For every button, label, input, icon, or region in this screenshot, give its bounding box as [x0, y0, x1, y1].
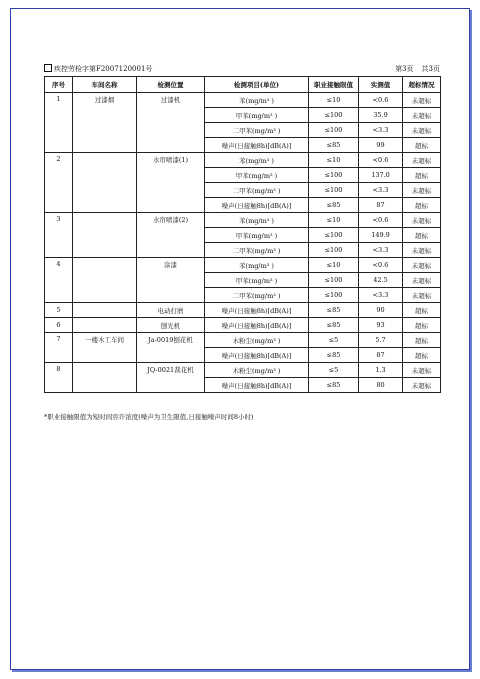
- workshop-name: [73, 318, 137, 333]
- exposure-limit: ≤85: [309, 303, 359, 318]
- test-item: 噪声(日接触8h)[dB(A)]: [205, 198, 309, 213]
- page-indicator: [387, 62, 440, 76]
- test-item: 噪声(日接触8h)[dB(A)]: [205, 303, 309, 318]
- row-number: 4: [45, 258, 73, 303]
- column-header: 检测位置: [137, 77, 205, 93]
- checkbox-icon: [44, 64, 52, 72]
- exposure-limit: ≤100: [309, 273, 359, 288]
- exceed-status: 超标: [403, 348, 441, 363]
- table-header-row: [45, 77, 441, 93]
- workshop-name: [73, 213, 137, 258]
- exposure-limit: ≤10: [309, 93, 359, 108]
- exposure-limit: ≤100: [309, 243, 359, 258]
- exposure-limit: ≤10: [309, 153, 359, 168]
- test-item: 噪声(日接触8h)[dB(A)]: [205, 348, 309, 363]
- exposure-limit: ≤100: [309, 288, 359, 303]
- measured-value: 80: [359, 378, 403, 393]
- exceed-status: 未超标: [403, 123, 441, 138]
- exceed-status: 未超标: [403, 108, 441, 123]
- measured-value: 87: [359, 198, 403, 213]
- exposure-limit: ≤5: [309, 333, 359, 348]
- exceed-status: 未超标: [403, 243, 441, 258]
- exposure-limit: ≤85: [309, 198, 359, 213]
- exceed-status: 超标: [403, 228, 441, 243]
- row-number: 1: [45, 93, 73, 153]
- measured-value: 87: [359, 348, 403, 363]
- test-location: JQ-0021裁花机: [137, 363, 205, 393]
- workshop-name: [73, 153, 137, 213]
- exposure-limit: ≤5: [309, 363, 359, 378]
- column-header: 实测值: [359, 77, 403, 93]
- column-header: 序号: [45, 77, 73, 93]
- test-location: 水帘喷漆(1): [137, 153, 205, 213]
- test-item: 苯(mg/m³ ): [205, 93, 309, 108]
- measured-value: 35.9: [359, 108, 403, 123]
- test-item: 噪声(日接触8h)[dB(A)]: [205, 138, 309, 153]
- measured-value: 93: [359, 318, 403, 333]
- test-item: 甲苯(mg/m³ ): [205, 228, 309, 243]
- exceed-status: 未超标: [403, 363, 441, 378]
- test-location: Ja-0019刨花机: [137, 333, 205, 363]
- column-header: 车间名称: [73, 77, 137, 93]
- measured-value: <3.3: [359, 288, 403, 303]
- test-location: 电动打磨: [137, 303, 205, 318]
- document-header: [44, 62, 440, 76]
- workshop-name: [73, 303, 137, 318]
- row-number: 3: [45, 213, 73, 258]
- exceed-status: 超标: [403, 138, 441, 153]
- test-item: 二甲苯(mg/m³ ): [205, 123, 309, 138]
- column-header: 职业接触限值: [309, 77, 359, 93]
- test-item: 苯(mg/m³ ): [205, 153, 309, 168]
- row-number: 2: [45, 153, 73, 213]
- exceed-status: 超标: [403, 198, 441, 213]
- table-row: [45, 258, 441, 273]
- exceed-status: 未超标: [403, 153, 441, 168]
- exceed-status: 未超标: [403, 258, 441, 273]
- exceed-status: 超标: [403, 168, 441, 183]
- exposure-limit: ≤100: [309, 108, 359, 123]
- row-number: 5: [45, 303, 73, 318]
- table-row: [45, 333, 441, 348]
- exposure-limit: ≤100: [309, 123, 359, 138]
- measured-value: 5.7: [359, 333, 403, 348]
- test-location: 涂漆: [137, 258, 205, 303]
- table-row: [45, 213, 441, 228]
- test-item: 木粉尘(mg/m³ ): [205, 363, 309, 378]
- page-current: 第3页: [395, 65, 414, 73]
- exceed-status: 未超标: [403, 288, 441, 303]
- test-item: 木粉尘(mg/m³ ): [205, 333, 309, 348]
- test-item: 甲苯(mg/m³ ): [205, 108, 309, 123]
- page-total: 共3页: [421, 65, 440, 73]
- measured-value: 149.9: [359, 228, 403, 243]
- measured-value: <0.6: [359, 93, 403, 108]
- column-header: 检测项目(单位): [205, 77, 309, 93]
- measured-value: <0.6: [359, 258, 403, 273]
- workshop-name: 过漆烟: [73, 93, 137, 153]
- exposure-limit: ≤100: [309, 183, 359, 198]
- exceed-status: 未超标: [403, 213, 441, 228]
- exceed-status: 未超标: [403, 93, 441, 108]
- test-location: 水帘喷漆(2): [137, 213, 205, 258]
- exceed-status: 超标: [403, 318, 441, 333]
- test-item: 二甲苯(mg/m³ ): [205, 288, 309, 303]
- test-item: 苯(mg/m³ ): [205, 258, 309, 273]
- table-row: [45, 363, 441, 378]
- row-number: 7: [45, 333, 73, 363]
- table-row: [45, 318, 441, 333]
- row-number: 8: [45, 363, 73, 393]
- footnote: *职业接触限值为短时间容许浓度(噪声为卫生限值,日接触噪声时间8小时): [44, 413, 254, 421]
- measured-value: <0.6: [359, 153, 403, 168]
- exceed-status: 未超标: [403, 273, 441, 288]
- measured-value: <3.3: [359, 123, 403, 138]
- workshop-name: [73, 363, 137, 393]
- test-location: 过漆机: [137, 93, 205, 153]
- test-item: 甲苯(mg/m³ ): [205, 168, 309, 183]
- table-row: [45, 303, 441, 318]
- test-item: 甲苯(mg/m³ ): [205, 273, 309, 288]
- exceed-status: 未超标: [403, 378, 441, 393]
- test-location: 刨光机: [137, 318, 205, 333]
- workshop-name: 一楼木工车间: [73, 333, 137, 363]
- measured-value: 1.3: [359, 363, 403, 378]
- workshop-name: [73, 258, 137, 303]
- exposure-limit: ≤10: [309, 213, 359, 228]
- exceed-status: 未超标: [403, 183, 441, 198]
- test-item: 噪声(日接触8h)[dB(A)]: [205, 378, 309, 393]
- test-item: 噪声(日接触8h)[dB(A)]: [205, 318, 309, 333]
- exceed-status: 超标: [403, 303, 441, 318]
- measured-value: 99: [359, 138, 403, 153]
- measured-value: <0.6: [359, 213, 403, 228]
- column-header: 超标情况: [403, 77, 441, 93]
- test-item: 二甲苯(mg/m³ ): [205, 243, 309, 258]
- measured-value: 90: [359, 303, 403, 318]
- monitoring-results-table: [44, 76, 441, 393]
- document-number: [44, 62, 152, 76]
- measured-value: <3.3: [359, 183, 403, 198]
- measured-value: <3.3: [359, 243, 403, 258]
- exceed-status: 超标: [403, 333, 441, 348]
- test-item: 二甲苯(mg/m³ ): [205, 183, 309, 198]
- exposure-limit: ≤100: [309, 228, 359, 243]
- exposure-limit: ≤85: [309, 378, 359, 393]
- exposure-limit: ≤100: [309, 168, 359, 183]
- table-row: [45, 93, 441, 108]
- exposure-limit: ≤85: [309, 138, 359, 153]
- exposure-limit: ≤85: [309, 318, 359, 333]
- exposure-limit: ≤10: [309, 258, 359, 273]
- row-number: 6: [45, 318, 73, 333]
- test-item: 苯(mg/m³ ): [205, 213, 309, 228]
- table-row: [45, 153, 441, 168]
- document-number-text: 疾控劳检字第F2007120001号: [54, 65, 153, 73]
- measured-value: 42.5: [359, 273, 403, 288]
- measured-value: 137.0: [359, 168, 403, 183]
- exposure-limit: ≤85: [309, 348, 359, 363]
